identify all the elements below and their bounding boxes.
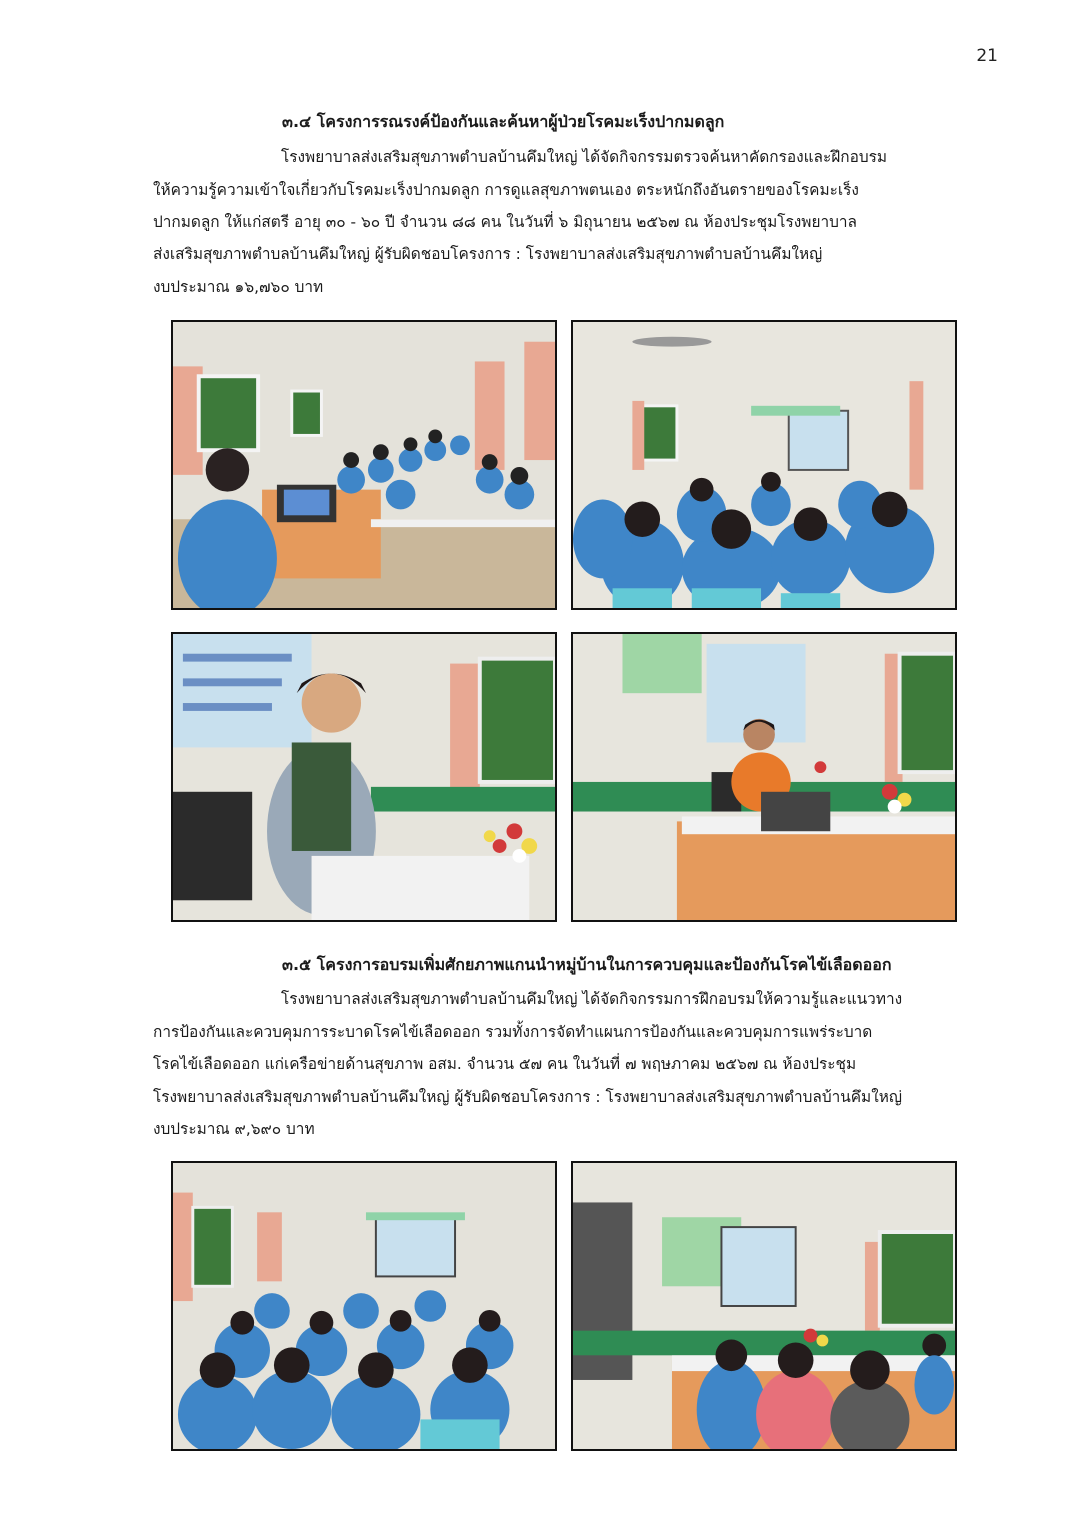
paragraph-line: การป้องกันและควบคุมการระบาดโรคไข้เลือดออก รวมทั้งการจัดทำแผนการป้องกันและควบคุมการแพร่ระบาด bbox=[153, 1023, 873, 1041]
section-3-4-heading: ๓.๔ โครงการรณรงค์ป้องกันและค้นหาผู้ป่วยโรคมะเร็งปากมดลูก bbox=[282, 112, 725, 131]
paragraph-line: ปากมดลูก ให้แก่สตรี อายุ ๓๐ - ๖๐ ปี จำนวน ๘๘ คน ในวันที่ ๖ มิถุนายน ๒๕๖๗ ณ ห้องประชุมโรงพยาบาล bbox=[153, 213, 857, 231]
paragraph-line: โรงพยาบาลส่งเสริมสุขภาพตำบลบ้านคึมใหญ่ ผู้รับผิดชอบโครงการ : โรงพยาบาลส่งเสริมสุขภาพตำบลบ้านคึมใหญ่ bbox=[153, 1088, 902, 1106]
photo-training-room-audience bbox=[171, 320, 557, 610]
paragraph-line: งบประมาณ ๙,๖๙๐ บาท bbox=[153, 1120, 315, 1138]
paragraph-line: โรคไข้เลือดออก แก่เครือข่ายด้านสุขภาพ อสม. จำนวน ๕๗ คน ในวันที่ ๗ พฤษภาคม ๒๕๖๗ ณ ห้องประชุม bbox=[153, 1055, 857, 1073]
photo-speaker-presentation bbox=[171, 632, 557, 922]
paragraph-line: โรงพยาบาลส่งเสริมสุขภาพตำบลบ้านคึมใหญ่ ได้จัดกิจกรรมการฝึกอบรมให้ความรู้และแนวทาง bbox=[281, 990, 903, 1008]
paragraph-line: งบประมาณ ๑๖,๗๖๐ บาท bbox=[153, 278, 324, 296]
paragraph-line: โรงพยาบาลส่งเสริมสุขภาพตำบลบ้านคึมใหญ่ ได้จัดกิจกรรมตรวจค้นหาคัดกรองและฝึกอบรม bbox=[281, 148, 888, 166]
photo-volunteer-training-audience bbox=[171, 1161, 557, 1451]
paragraph-line: ให้ความรู้ความเข้าใจเกี่ยวกับโรคมะเร็งปากมดลูก การดูแลสุขภาพตนเอง ตระหนักถึงอันตรายของโรคมะเร็ง bbox=[153, 181, 859, 199]
photo-volunteer-training-speaker bbox=[571, 1161, 957, 1451]
page-number: 21 bbox=[976, 46, 998, 66]
photo-presenter-at-laptop bbox=[571, 632, 957, 922]
photo-audience-with-projector bbox=[571, 320, 957, 610]
section-3-5-heading: ๓.๕ โครงการอบรมเพิ่มศักยภาพแกนนำหมู่บ้านในการควบคุมและป้องกันโรคไข้เลือดออก bbox=[282, 955, 892, 974]
paragraph-line: ส่งเสริมสุขภาพตำบลบ้านคึมใหญ่ ผู้รับผิดชอบโครงการ : โรงพยาบาลส่งเสริมสุขภาพตำบลบ้านคึมใหญ่ bbox=[153, 245, 823, 263]
